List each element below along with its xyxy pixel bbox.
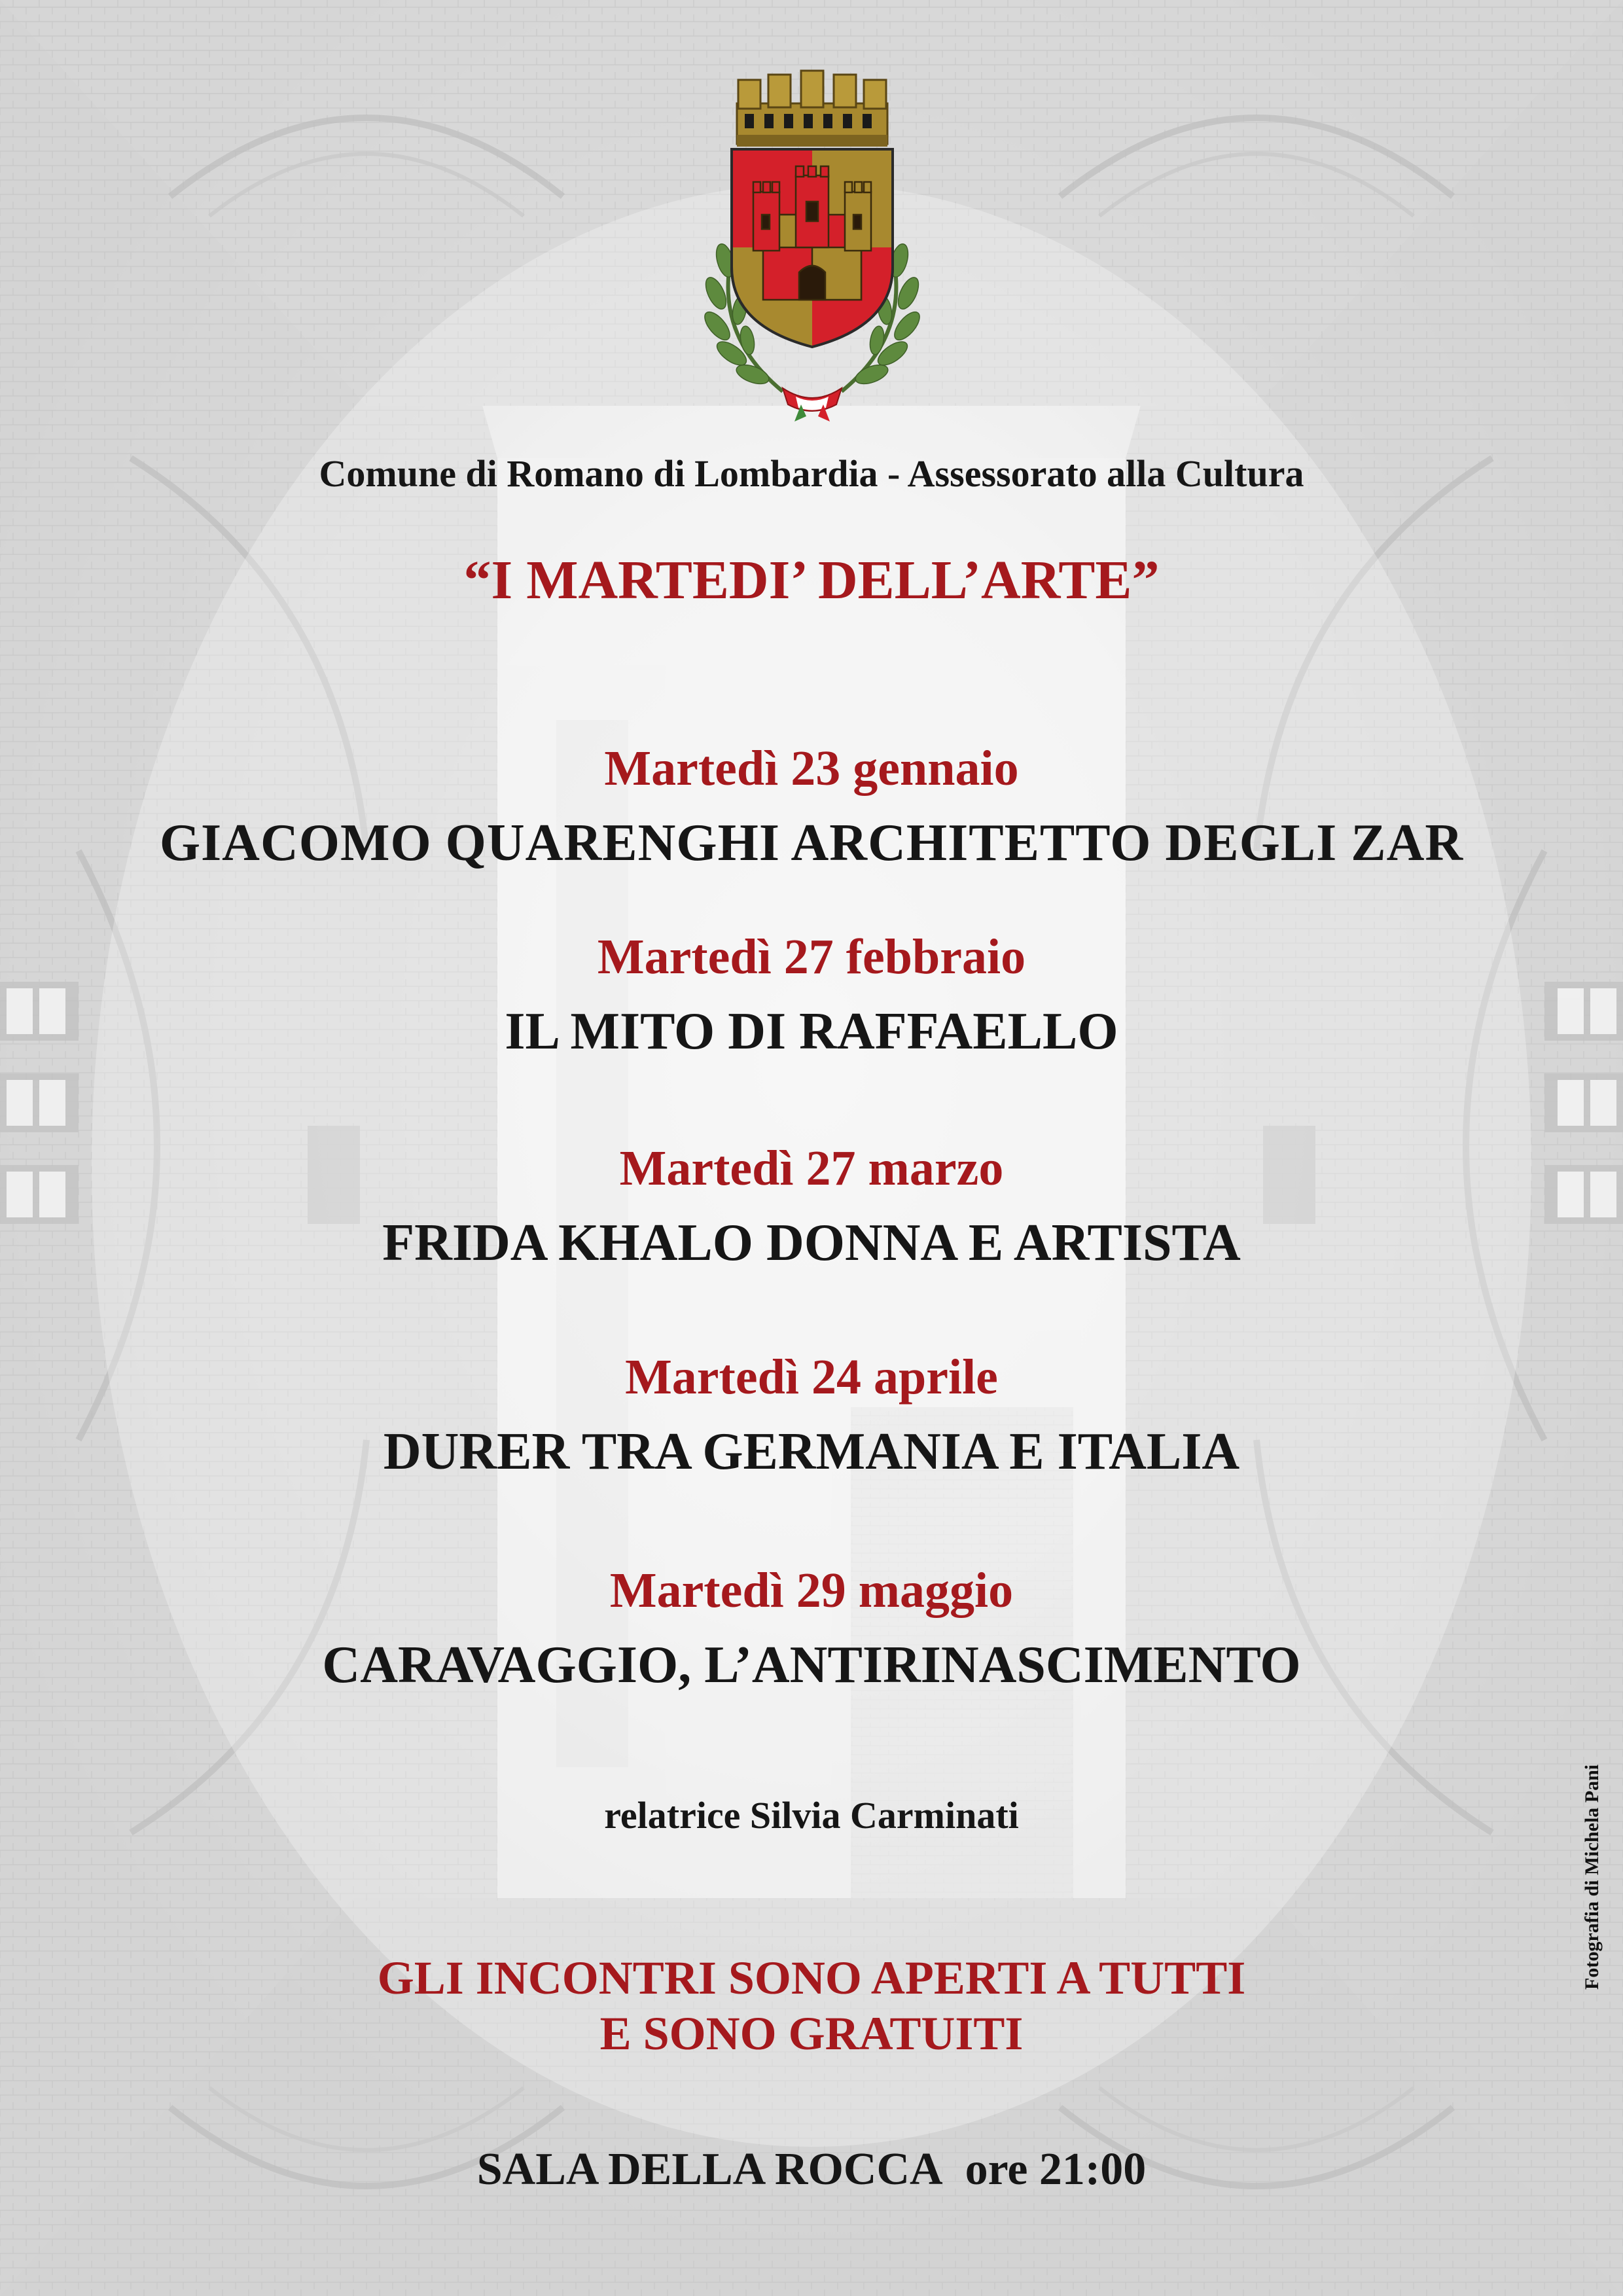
ribbon-icon (783, 388, 842, 422)
venue-time: ore 21:00 (965, 2144, 1147, 2195)
shield-icon (732, 149, 893, 347)
event-date: Martedì 27 marzo (619, 1141, 1004, 1196)
event-date: Martedì 23 gennaio (604, 741, 1019, 796)
venue-place: SALA DELLA ROCCA (476, 2144, 943, 2195)
event-title: IL MITO DI RAFFAELLO (505, 1003, 1118, 1060)
open-notice-line-1: GLI INCONTRI SONO APERTI A TUTTI (377, 1952, 1246, 2004)
speaker-line: relatrice Silvia Carminati (604, 1794, 1019, 1837)
event-title: DURER TRA GERMANIA E ITALIA (383, 1423, 1240, 1480)
photo-credit: Fotografia di Michela Pani (1581, 1764, 1603, 1990)
event-date: Martedì 27 febbraio (597, 929, 1026, 984)
event-date: Martedì 29 maggio (609, 1563, 1014, 1618)
event-block (0, 1352, 1623, 1478)
event-title: GIACOMO QUARENGHI ARCHITETTO DEGLI ZAR (159, 814, 1464, 872)
series-title: “I MARTEDI’ DELL’ARTE” (463, 550, 1160, 611)
coat-of-arms-icon (685, 51, 940, 424)
open-notice (0, 1950, 1623, 2062)
event-block (0, 1141, 1623, 1272)
crown-icon (737, 71, 887, 147)
venue-line (0, 2144, 1623, 2196)
organizer-line: Comune di Romano di Lombardia - Assessorato alla Cultura (319, 452, 1304, 495)
event-title: FRIDA KHALO DONNA E ARTISTA (382, 1214, 1241, 1272)
event-date: Martedì 24 aprile (625, 1350, 998, 1405)
event-block (0, 741, 1623, 872)
event-block (0, 929, 1623, 1060)
event-block (0, 1563, 1623, 1694)
event-title: CARAVAGGIO, L’ANTIRINASCIMENTO (322, 1636, 1301, 1694)
open-notice-line-2: E SONO GRATUITI (599, 2007, 1024, 2060)
